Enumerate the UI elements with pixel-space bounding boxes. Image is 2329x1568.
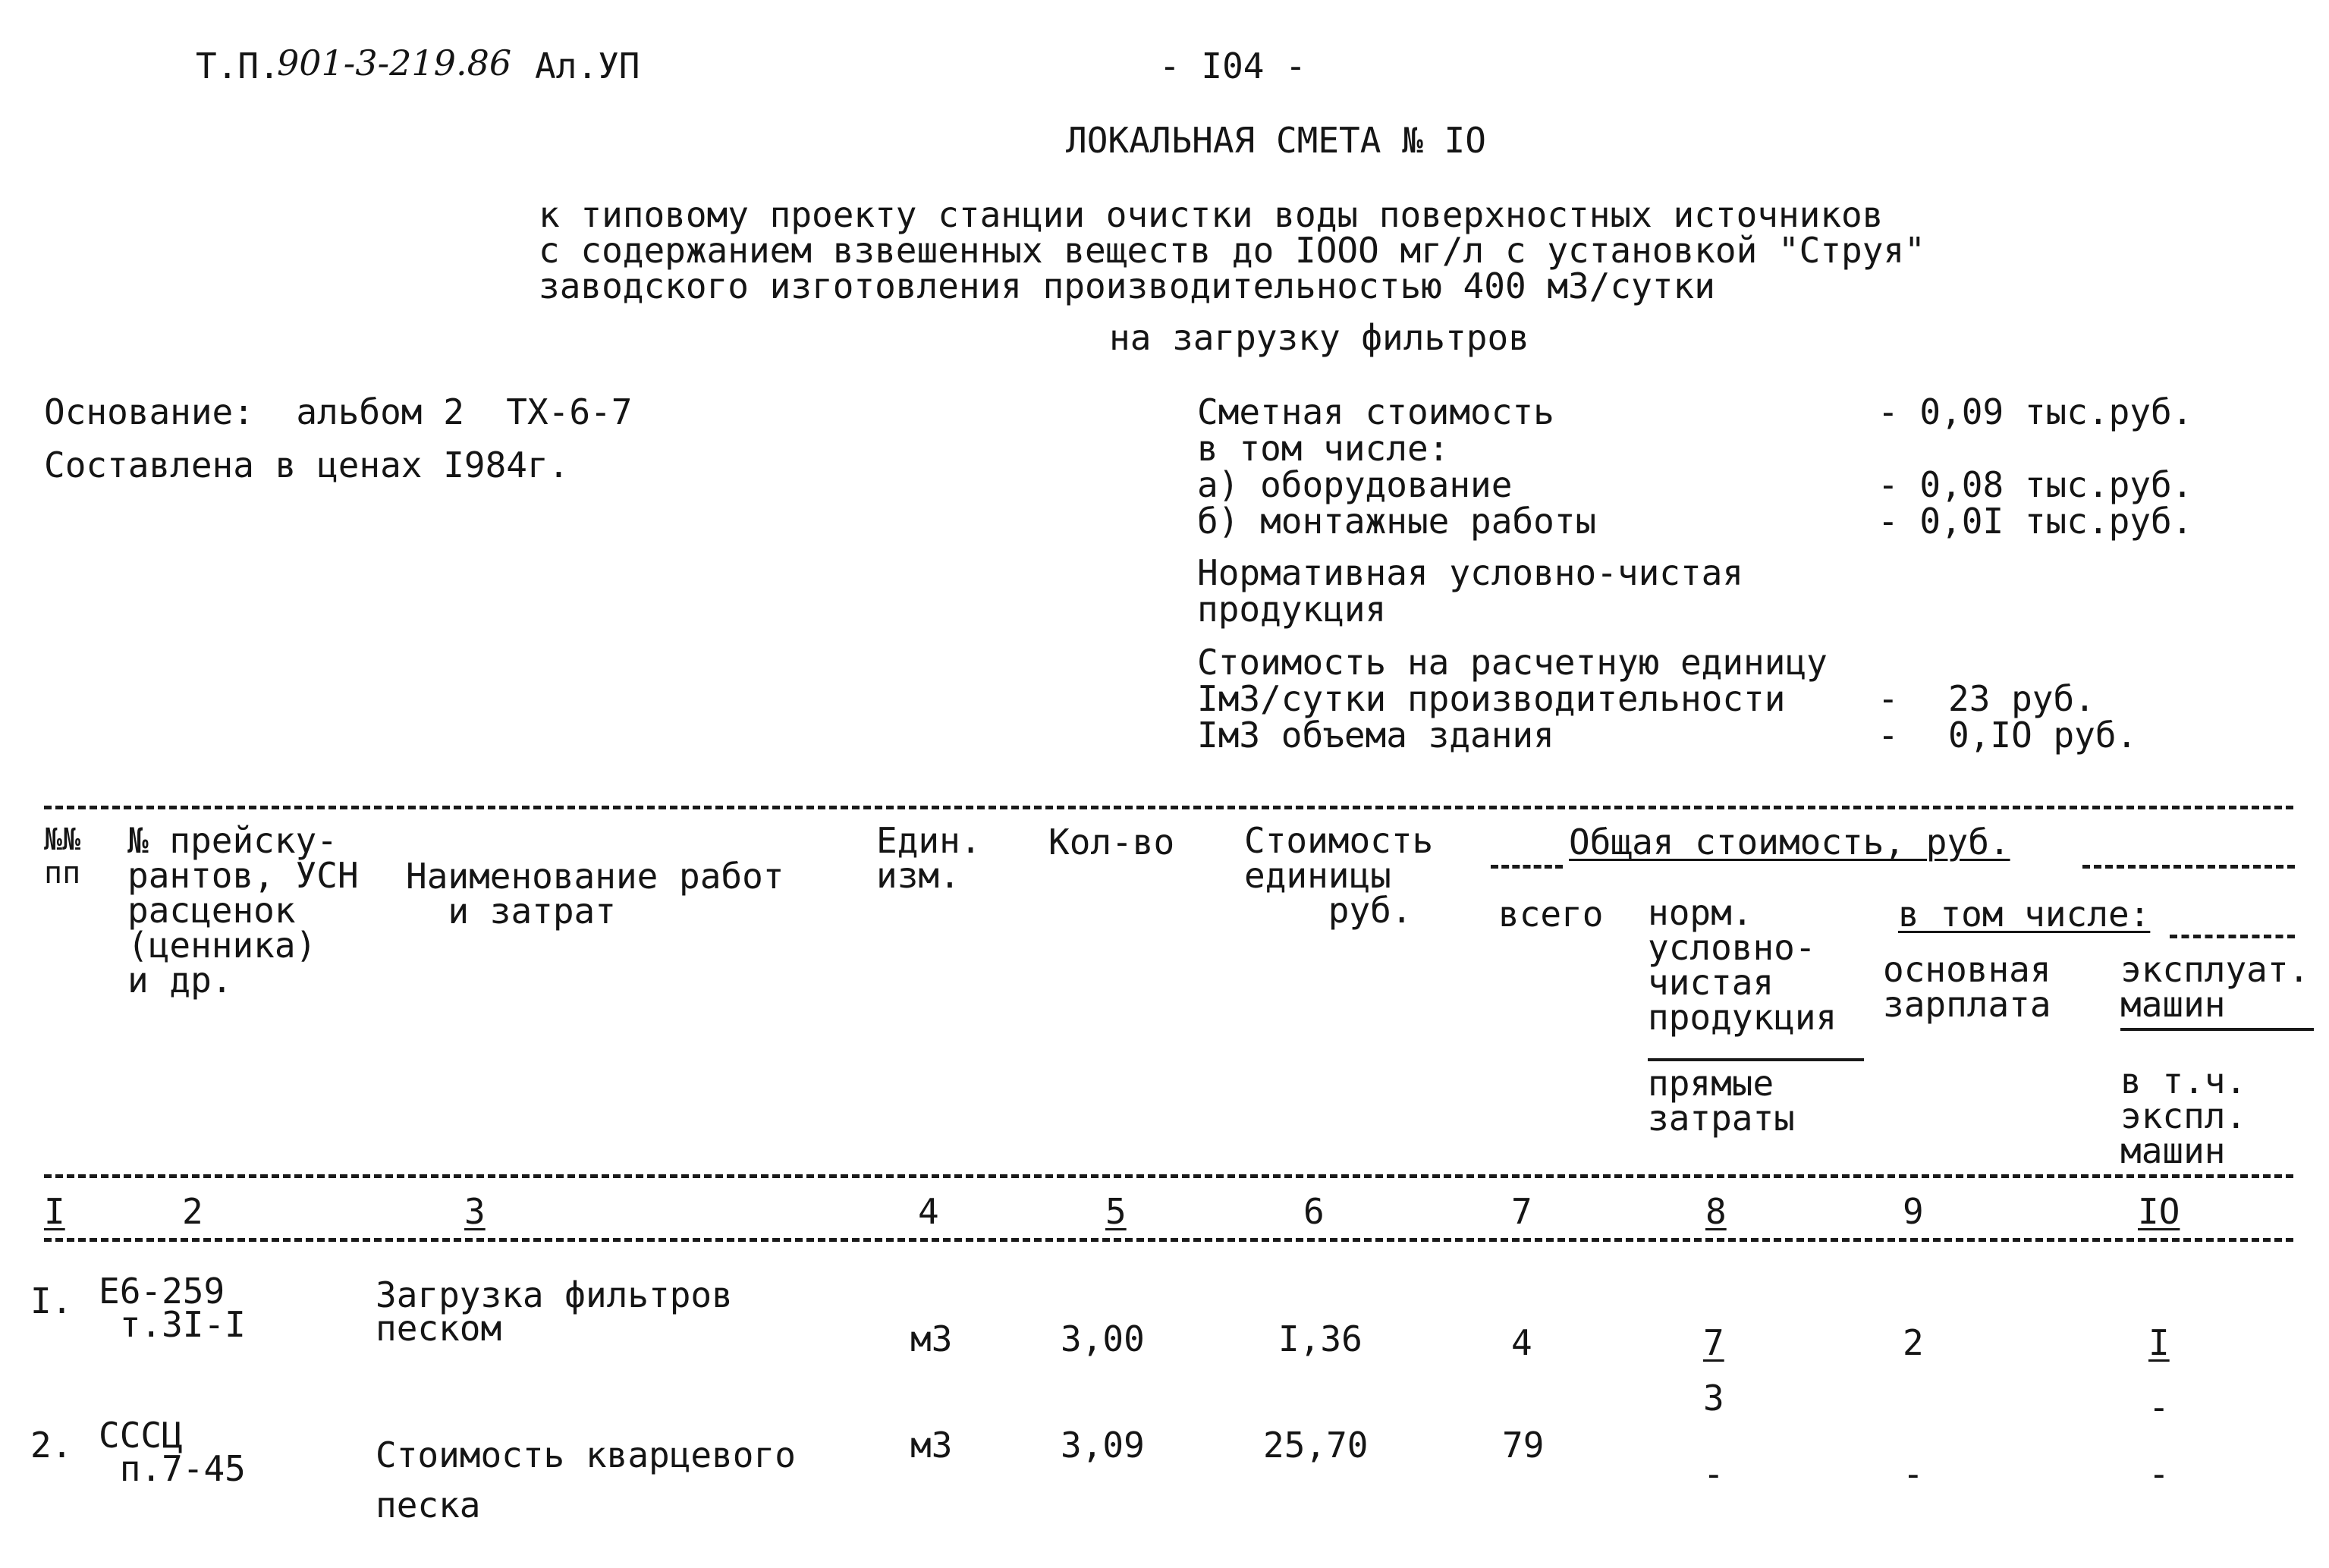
subtitle-line-2: с содержанием взвешенных веществ до IOOO мг/л с установкой "Струя" xyxy=(539,230,1925,271)
row2-machines: - xyxy=(2148,1453,2170,1494)
table-top-rule xyxy=(44,806,2293,809)
document-title: ЛОКАЛЬНАЯ СМЕТА № IO xyxy=(1066,120,1486,161)
per-volume-dash: - xyxy=(1878,715,1899,756)
row1-norm: 7 xyxy=(1703,1322,1724,1363)
colnum-3: 3 xyxy=(464,1191,486,1232)
per-capacity-label: Iм3/сутки производительности xyxy=(1197,678,1786,719)
per-volume-label: Iм3 объема здания xyxy=(1197,715,1554,756)
row1-qty: 3,00 xyxy=(1061,1318,1145,1359)
row1-total: 4 xyxy=(1511,1322,1532,1363)
header-machines: эксплуат. машин xyxy=(2120,949,2310,1025)
machines-divider xyxy=(2120,1028,2314,1031)
row1-num: I. xyxy=(30,1280,73,1321)
header-name: Наименование работ и затрат xyxy=(406,856,784,932)
column-numbers-bottom-rule xyxy=(44,1238,2293,1242)
page-number: - I04 - xyxy=(1159,46,1306,86)
per-capacity-dash: - xyxy=(1878,678,1899,719)
row2-qty: 3,09 xyxy=(1061,1425,1145,1466)
row1-machines-sub: - xyxy=(2148,1387,2170,1428)
row1-direct: 3 xyxy=(1703,1378,1724,1419)
row2-unit-cost: 25,70 xyxy=(1263,1425,1369,1466)
row2-name: Стоимость кварцевого песка xyxy=(376,1434,796,1526)
header-num: №№ пп xyxy=(44,822,81,891)
row1-unit-cost: I,36 xyxy=(1278,1318,1363,1359)
colnum-8: 8 xyxy=(1705,1191,1727,1232)
header-including: в том числе: xyxy=(1898,894,2151,935)
colnum-7: 7 xyxy=(1511,1191,1532,1232)
colnum-1: I xyxy=(44,1191,65,1232)
album-ref: Ал.УП xyxy=(535,46,640,86)
row1-code: Е6-259 т.3I-I xyxy=(99,1271,246,1345)
row1-wages: 2 xyxy=(1903,1322,1924,1363)
row2-code: СССЦ п.7-45 xyxy=(99,1415,246,1489)
norm-divider xyxy=(1648,1058,1864,1061)
including-rule xyxy=(2170,935,2295,938)
row1-name: Загрузка фильтров песком xyxy=(376,1274,733,1349)
colnum-4: 4 xyxy=(918,1191,939,1232)
project-prefix: Т.П. xyxy=(196,46,280,86)
project-code: 901-3-219.86 xyxy=(277,42,512,83)
total-group-rule-right xyxy=(2082,865,2295,869)
subtitle-line-1: к типовому проекту станции очистки воды поверхностных источников xyxy=(539,194,1884,235)
row2-unit: м3 xyxy=(910,1425,953,1466)
colnum-6: 6 xyxy=(1303,1191,1325,1232)
colnum-10: IO xyxy=(2138,1191,2180,1232)
header-wages: основная зарплата xyxy=(1883,949,2051,1025)
including-label: в том числе: xyxy=(1197,428,1450,469)
header-direct: прямые затраты xyxy=(1648,1063,1795,1139)
subtitle-line-3: заводского изготовления производительностью 400 м3/сутки xyxy=(539,266,1715,306)
header-norm: норм. условно- чистая продукция xyxy=(1648,892,1837,1038)
colnum-9: 9 xyxy=(1903,1191,1924,1232)
header-qty: Кол-во xyxy=(1048,822,1175,863)
normative-line-1: Нормативная условно-чистая xyxy=(1197,552,1744,593)
colnum-2: 2 xyxy=(182,1191,203,1232)
header-unit: Един. изм. xyxy=(876,820,982,896)
purpose: на загрузку фильтров xyxy=(1109,317,1529,358)
header-unit-cost: Стоимость единицы руб. xyxy=(1244,820,1434,931)
row2-wages: - xyxy=(1903,1453,1924,1494)
normative-line-2: продукция xyxy=(1197,589,1387,630)
unit-cost-label: Стоимость на расчетную единицу xyxy=(1197,642,1828,683)
header-pricelist: № прейску- рантов, УСН расценок (ценника) и др. xyxy=(127,820,359,1001)
total-group-rule-left xyxy=(1491,865,1563,869)
row2-total: 79 xyxy=(1502,1425,1545,1466)
cost-value: - 0,09 тыс.руб. xyxy=(1878,391,2193,432)
row2-num: 2. xyxy=(30,1425,73,1466)
equipment-value: - 0,08 тыс.руб. xyxy=(1878,464,2193,505)
equipment-label: а) оборудование xyxy=(1197,464,1513,505)
header-total-group: Общая стоимость, руб. xyxy=(1569,822,2010,863)
column-numbers-top-rule xyxy=(44,1174,2293,1178)
colnum-5: 5 xyxy=(1105,1191,1127,1232)
installation-value: - 0,0I тыс.руб. xyxy=(1878,501,2193,542)
cost-label: Сметная стоимость xyxy=(1197,391,1554,432)
header-total: всего xyxy=(1498,894,1604,935)
installation-label: б) монтажные работы xyxy=(1197,501,1597,542)
header-machines-sub: в т.ч. экспл. машин xyxy=(2120,1061,2247,1171)
per-volume-value: 0,IO руб. xyxy=(1948,715,2138,756)
prices-year-line: Составлена в ценах I984г. xyxy=(44,445,570,485)
row2-norm: - xyxy=(1703,1453,1724,1494)
basis-line: Основание: альбом 2 ТХ-6-7 xyxy=(44,391,633,432)
row1-machines: I xyxy=(2148,1322,2170,1363)
per-capacity-value: 23 руб. xyxy=(1948,678,2095,719)
row1-unit: м3 xyxy=(910,1318,953,1359)
